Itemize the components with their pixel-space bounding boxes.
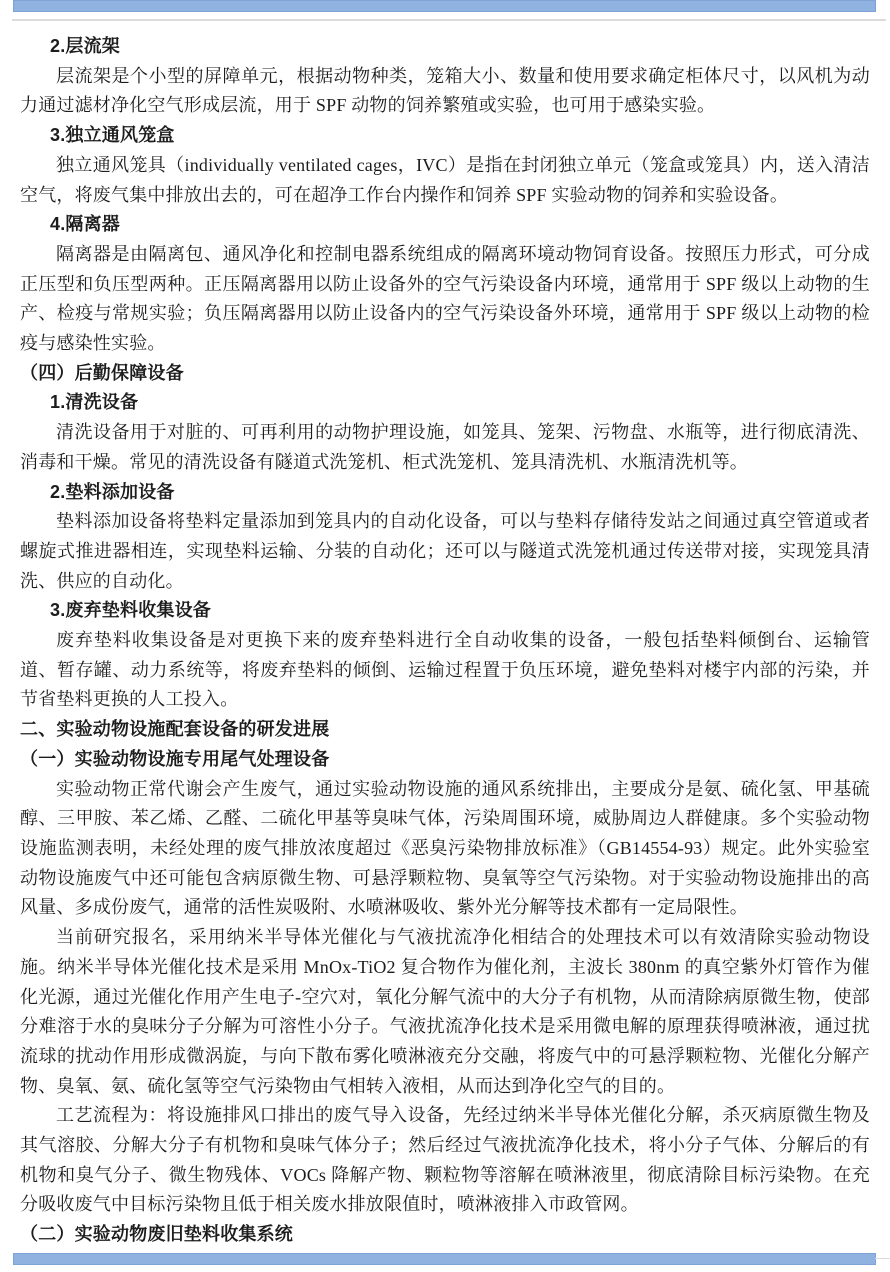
paragraph-waste-bedding-collector: 废弃垫料收集设备是对更换下来的废弃垫料进行全自动收集的设备，一般包括垫料倾倒台、运输管道、暂存罐、动力系统等，将废弃垫料的倾倒、运输过程置于负压环境，避免垫料对楼宇内部的污染，并节省垫料更换的人工投入。	[20, 630, 870, 710]
heading-isolator: 4.隔离器	[50, 214, 121, 235]
paragraph-process-flow: 工艺流程为：将设施排风口排出的废气导入设备，先经过纳米半导体光催化分解，杀灭病原微生物及其气溶胶、分解大分子有机物和臭味气体分子；然后经过气液扰流净化技术，将小分子气体、分解后的有机物和臭气分子、微生物残体、VOCs 降解产物、颗粒物等溶解在喷淋液里，彻底清除目标污染物。在充分吸收废气中目标污染物且低于相关废水排放限值时，喷淋液排入市政管网。	[20, 1105, 870, 1215]
paragraph-ivc-cage: 独立通风笼具（individually ventilated cages，IVC）是指在封闭独立单元（笼盒或笼具）内，送入清洁空气，将废气集中排放出去的，可在超净工作台内操作和饲养 SPF 实验动物的饲养和实验设备。	[20, 154, 870, 205]
bottom-accent-bar	[13, 1253, 876, 1265]
heading-washing-equipment: 1.清洗设备	[50, 392, 139, 413]
paragraph-bedding-dispenser: 垫料添加设备将垫料定量添加到笼具内的自动化设备，可以与垫料存储待发站之间通过真空管道或者螺旋式推进器相连，实现垫料运输、分装的自动化；还可以与隧道式洗笼机通过传送带对接，实现笼具清洗、供应的自动化。	[20, 511, 870, 591]
paragraph-photocatalysis-tech: 当前研究报名，采用纳米半导体光催化与气液扰流净化相结合的处理技术可以有效清除实验动物设施。纳米半导体光催化技术是采用 MnOx-TiO2 复合物作为催化剂，主波长 380nm 的真空紫外灯管作为催化光源，通过光催化作用产生电子-空穴对，氧化分解气流中的大分子有机物，从而清除病原微生物，使部分难溶于水的臭味分子分解为可溶性小分子。气液扰流净化技术是采用微电解的原理获得喷淋液，通过扰流球的扰动作用形成微涡旋，与向下散布雾化喷淋液充分交融，将废气中的可悬浮颗粒物、光催化分解产物、臭氧、氨、硫化氢等空气污染物由气相转入液相，从而达到净化空气的目的。	[20, 927, 870, 1096]
heading-rd-progress-section: 二、实验动物设施配套设备的研发进展	[20, 719, 330, 740]
heading-waste-bedding-system: （二）实验动物废旧垫料收集系统	[20, 1224, 293, 1245]
heading-bedding-dispenser: 2.垫料添加设备	[50, 481, 175, 502]
header-divider-line	[12, 19, 886, 21]
document-body	[20, 32, 870, 1250]
heading-waste-bedding-collector: 3.废弃垫料收集设备	[50, 600, 212, 621]
heading-laminar-flow-rack: 2.层流架	[50, 36, 121, 56]
top-accent-bar	[13, 0, 876, 12]
paragraph-isolator: 隔离器是由隔离包、通风净化和控制电器系统组成的隔离环境动物饲育设备。按照压力形式，可分成正压型和负压型两种。正压隔离器用以防止设备外的空气污染设备内环境，通常用于 SPF 级以上动物的生产、检疫与常规实验；负压隔离器用以防止设备内的空气污染设备外环境，通常用于 SPF 级以上动物的检疫与感染性实验。	[20, 243, 870, 354]
paragraph-exhaust-pollutants: 实验动物正常代谢会产生废气，通过实验动物设施的通风系统排出，主要成分是氨、硫化氢、甲基硫醇、三甲胺、苯乙烯、乙醛、二硫化甲基等臭味气体，污染周围环境，威胁周边人群健康。多个实验动物设施监测表明，未经处理的废气排放浓度超过《恶臭污染物排放标准》（GB14554-93）规定。此外实验室动物设施废气中还可能包含病原微生物、可悬浮颗粒物、臭氧等空气污染物。对于实验动物设施排出的高风量、多成份废气，通常的活性炭吸附、水喷淋吸收、紫外光分解等技术都有一定局限性。	[20, 778, 870, 918]
paragraph-washing-equipment: 清洗设备用于对脏的、可再利用的动物护理设施，如笼具、笼架、污物盘、水瓶等，进行彻底清洗、消毒和干燥。常见的清洗设备有隧道式洗笼机、柜式洗笼机、笼具清洗机、水瓶清洗机等。	[20, 422, 870, 472]
heading-logistics-equipment: （四）后勤保障设备	[20, 362, 184, 383]
heading-ivc-cage: 3.独立通风笼盒	[50, 125, 175, 146]
bottom-divider-tail	[875, 1258, 890, 1259]
heading-exhaust-treatment: （一）实验动物设施专用尾气处理设备	[20, 748, 330, 769]
paragraph-laminar-flow-rack: 层流架是个小型的屏障单元，根据动物种类，笼箱大小、数量和使用要求确定柜体尺寸，以风机为动力通过滤材净化空气形成层流，用于 SPF 动物的饲养繁殖或实验，也可用于感染实验。	[20, 65, 870, 116]
